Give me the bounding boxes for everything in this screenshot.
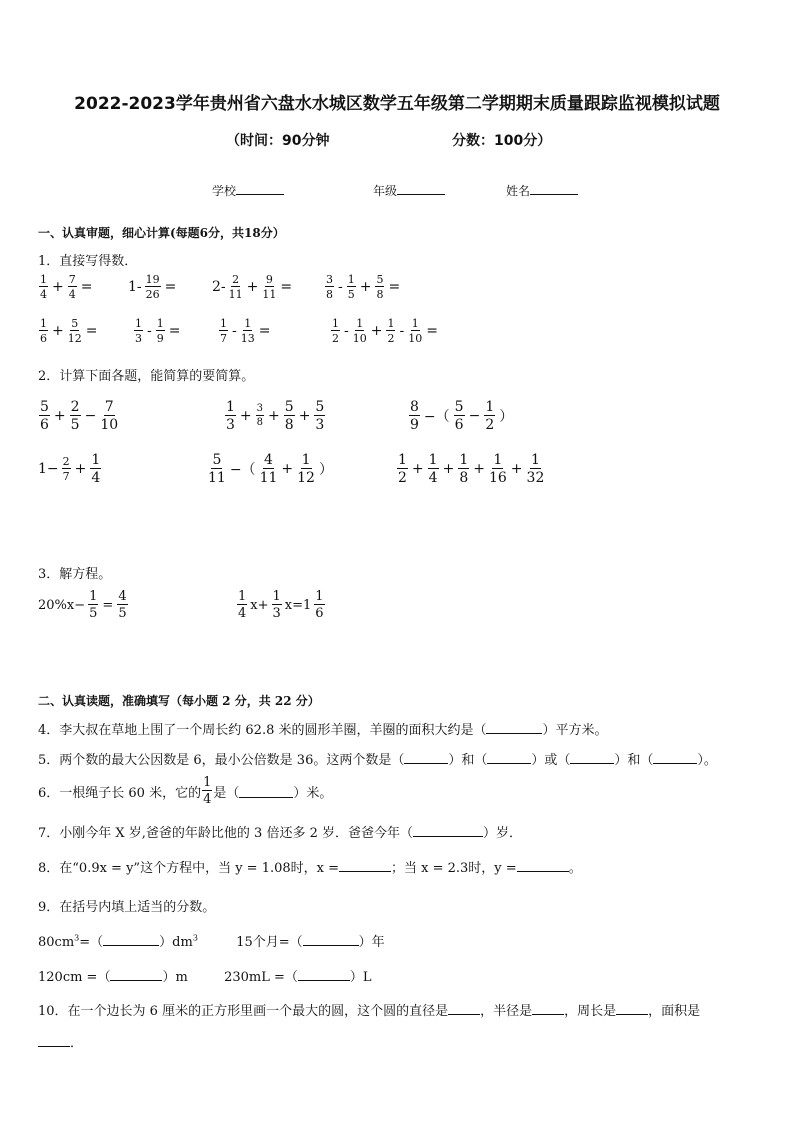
answer-blank[interactable] xyxy=(110,968,162,981)
grade-field[interactable]: 年级 xyxy=(373,182,445,199)
q2-item-3: $\frac{8}{9}$ −（ $\frac{5}{6}$ − $\frac{1}{2}$ ） xyxy=(410,399,514,433)
exam-time: （时间：90分钟 xyxy=(226,133,330,149)
q2-item-2: $\frac{1}{3}$ + $\frac{3}{8}$ + $\frac{5}{8}$ + $\frac{5}{3}$ xyxy=(226,399,325,433)
question-2: 2．计算下面各题，能简算的要简算。 xyxy=(38,369,255,384)
section-1-heading: 一、认真审题，细心计算(每题6分，共18分） xyxy=(38,226,285,240)
answer-blank[interactable] xyxy=(517,859,569,872)
answer-blank[interactable] xyxy=(413,824,483,837)
question-6: 6．一根绳子长 60 米，它的 $\frac{1}{4}$ 是（ ）米。 xyxy=(38,775,333,807)
q1-item-4: $\frac{3}{8}$ - $\frac{1}{5}$ + $\frac{5}{8}$ = xyxy=(326,273,401,301)
answer-blank[interactable] xyxy=(303,933,359,946)
answer-blank[interactable] xyxy=(532,1002,564,1015)
answer-blank[interactable] xyxy=(38,1034,70,1047)
q3-equation-2: $\frac{1}{4}$ x+ $\frac{1}{3}$ x=1 $\frac{1}{6}$ xyxy=(238,589,324,621)
answer-blank[interactable] xyxy=(339,859,391,872)
question-7: 7．小刚今年 X 岁,爸爸的年龄比他的 3 倍还多 2 岁．爸爸今年（ ）岁． xyxy=(38,826,523,841)
answer-blank[interactable] xyxy=(448,1002,480,1015)
q9-row-2: 120cm =（ ）m 230mL =（ ）L xyxy=(38,970,372,985)
question-4: 4．李大叔在草地上围了一个周长约 62.8 米的圆形羊圈，羊圈的面积大约是（ ）平方米。 xyxy=(38,723,608,738)
question-1: 1．直接写得数． xyxy=(38,254,138,269)
answer-blank[interactable] xyxy=(570,751,614,764)
q2-item-4: 1− $\frac{2}{7}$ + $\frac{1}{4}$ xyxy=(38,452,101,486)
answer-blank[interactable] xyxy=(616,1002,648,1015)
q3-equation-1: 20%x− $\frac{1}{5}$ = $\frac{4}{5}$ xyxy=(38,589,127,621)
q2-item-6: $\frac{1}{2}$ + $\frac{1}{4}$ + $\frac{1}{8}$ + $\frac{1}{16}$ + $\frac{1}{32}$ xyxy=(398,452,545,486)
section-2-heading: 二、认真读题，准确填写（每小题 2 分，共 22 分） xyxy=(38,694,320,708)
question-8: 8．在“0.9x = y”这个方程中，当 y = 1.08时，x = ；当 x = 2.3时，y = 。 xyxy=(38,861,582,876)
answer-blank[interactable] xyxy=(103,933,159,946)
q1-item-6: $\frac{1}{3}$ - $\frac{1}{9}$ = xyxy=(135,317,181,345)
answer-blank[interactable] xyxy=(487,751,531,764)
school-field[interactable]: 学校 xyxy=(212,182,284,199)
question-10: 10．在一个边长为 6 厘米的正方形里画一个最大的圆，这个圆的直径是 ，半径是 ，周长是 ，面积是 xyxy=(38,1004,701,1019)
answer-blank[interactable] xyxy=(298,968,350,981)
answer-blank[interactable] xyxy=(239,785,293,798)
question-10-continued: ． xyxy=(38,1032,83,1051)
answer-blank[interactable] xyxy=(486,721,542,734)
answer-blank[interactable] xyxy=(404,751,448,764)
question-5: 5．两个数的最大公因数是 6，最小公倍数是 36。这两个数是（ ）和（ ）或（ ）和（ ）。 xyxy=(38,753,717,768)
q1-item-3: 2- $\frac{2}{11}$ + $\frac{9}{11}$ = xyxy=(212,273,293,301)
q1-item-2: 1- $\frac{19}{26}$ = xyxy=(128,273,177,301)
q2-item-5: $\frac{5}{11}$ −（ $\frac{4}{11}$ + $\frac{1}{12}$ ） xyxy=(208,452,333,486)
q9-row-1: $80cm^3=$（ ）$dm^3$ 15个月=（ ）年 xyxy=(38,933,385,950)
q2-item-1: $\frac{5}{6}$ + $\frac{2}{5}$ − $\frac{7}{10}$ xyxy=(40,399,119,433)
q1-item-7: $\frac{1}{7}$ - $\frac{1}{13}$ = xyxy=(220,317,271,345)
q1-item-1: $\frac{1}{4}$ + $\frac{7}{4}$ = xyxy=(40,273,93,301)
question-3: 3．解方程。 xyxy=(38,567,112,582)
answer-blank[interactable] xyxy=(653,751,697,764)
question-9: 9．在括号内填上适当的分数。 xyxy=(38,900,216,915)
q1-item-5: $\frac{1}{6}$ + $\frac{5}{12}$ = xyxy=(40,317,98,345)
exam-score: 分数：100分） xyxy=(452,133,552,149)
page-title: 2022-2023学年贵州省六盘水水城区数学五年级第二学期期末质量跟踪监视模拟试题 xyxy=(74,94,720,114)
q1-item-8: $\frac{1}{2}$ - $\frac{1}{10}$ + $\frac{1}{2}$ - $\frac{1}{10}$ = xyxy=(332,317,438,345)
name-field[interactable]: 姓名 xyxy=(506,182,578,199)
